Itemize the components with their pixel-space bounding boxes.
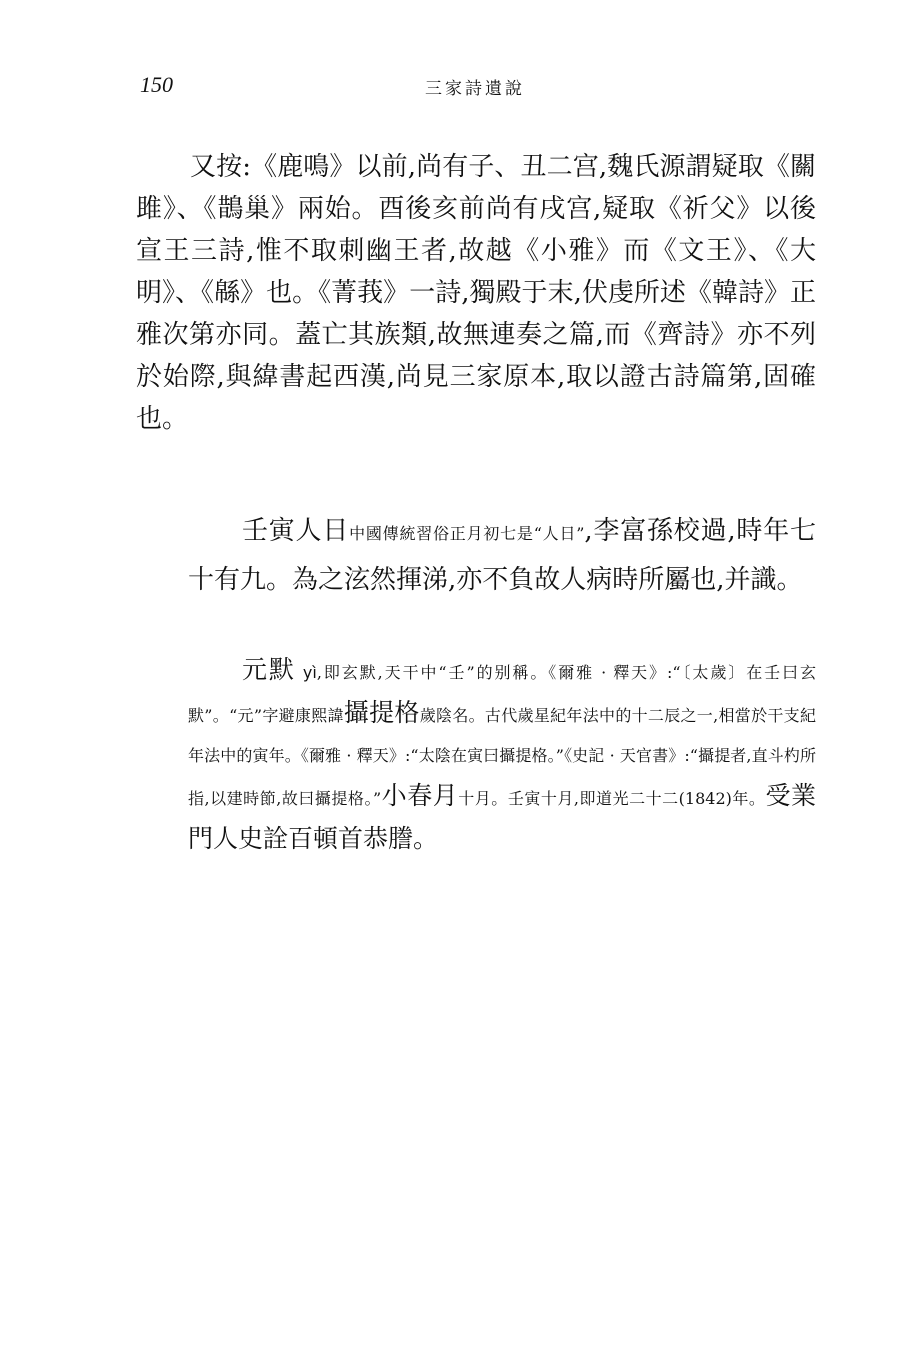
note-pinyin: yì <box>295 663 317 682</box>
note-term-xiaochunyue: 小春月 <box>381 781 459 810</box>
inscription-term: 壬寅人日 <box>242 516 350 546</box>
note-xiaochunyue-text: 十月。壬寅十月,即道光二十二(1842)年。 <box>458 789 766 808</box>
inscription-text: ,李富孫校過,時年七十有九。為之泫然揮涕,亦不負故人病時所屬也,并識。 <box>188 516 816 595</box>
inscription-paragraph <box>188 508 816 603</box>
note-shetige-text: 歲陰名。古代歲星紀年法中的十二辰之一,相當於干支紀年法中的寅年。《爾雅 · 釋天》:“太陰在寅曰攝提格。”《史記 · 天官書》:“攝提者,直斗杓所指,以建時節,故曰攝提格。” <box>188 706 816 808</box>
inscription-note: 中國傳統習俗正月初七是“人日” <box>349 524 585 543</box>
page-header <box>140 72 810 106</box>
note-yuanmo-text: ,即玄默,天干中“壬”的别稱。《爾雅 · 釋天》:“〔太歲〕在壬曰玄默”。“元”字避康熙諱 <box>188 663 816 725</box>
closing-text: 受業門人史詮百頓首恭謄。 <box>188 781 816 853</box>
page-number: 150 <box>140 72 173 97</box>
notes-paragraph <box>188 650 816 862</box>
main-paragraph: 又按:《鹿鳴》以前,尚有子、丑二宫,魏氏源謂疑取《關雎》、《鵲巢》兩始。酉後亥前尚有戌宫,疑取《祈父》以後宣王三詩,惟不取刺幽王者,故越《小雅》而《文王》、《大明》、《緜》也。《菁莪》一詩,獨殿于末,伏虔所述《韓詩》正雅次第亦同。蓋亡其族類,故無連奏之篇,而《齊詩》亦不列於始際,與緯書起西漢,尚見三家原本,取以證古詩篇第,固確也。 <box>136 152 816 434</box>
note-term-shetige: 攝提格 <box>343 698 420 727</box>
running-title: 三家詩遺說 <box>425 79 525 99</box>
note-term-yuanmo: 元默 <box>242 655 296 684</box>
